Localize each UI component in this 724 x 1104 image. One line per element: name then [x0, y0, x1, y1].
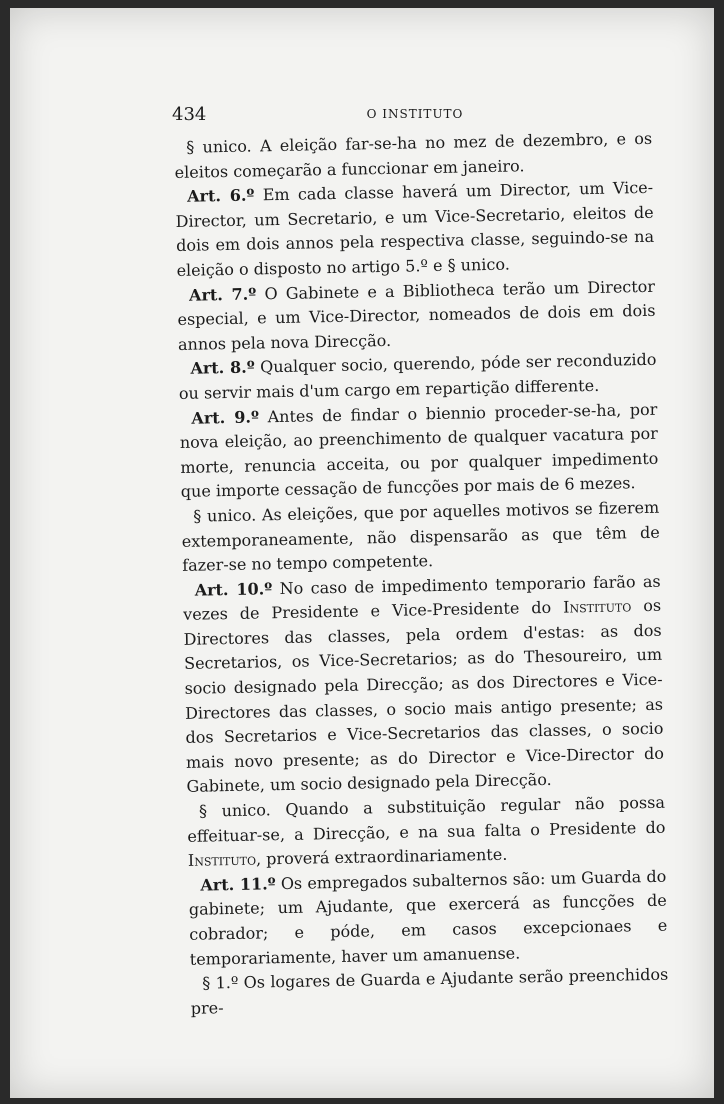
paragraph-art-6: Art. 6.º Em cada classe haverá um Director, um Vice-Director, um Secretario, e um Vice-Secretario, eleitos de dois em dois annos pela respectiva classe, seguindo-se na eleição o disposto no artigo 5.º e § unico. — [175, 178, 655, 280]
running-head — [172, 104, 658, 126]
paragraph-art-8: Art. 8.º Qualquer socio, querendo, póde ser reconduzido ou servir mais d'um cargo em repartição differente. — [178, 350, 657, 403]
article-label: Art. 8.º — [190, 357, 255, 379]
body-text — [174, 127, 669, 1021]
article-label: Art. 10.º — [194, 578, 273, 600]
paragraph-unico-substituicao: § unico. Quando a substituição regular não possa effeituar-se, a Direcção, e na sua falta o Presidente do Instituto, proverá extraordinariamente. — [187, 792, 666, 871]
paragraph-unico-eleicoes: § unico. As eleições, que por aquelles motivos se fizerem extemporaneamente, não dispensarão as que têm de fazer-se no tempo competente. — [181, 497, 660, 576]
article-label: Art. 6.º — [186, 185, 255, 206]
paragraph-section-1: § 1.º Os logares de Guarda e Ajudante serão preenchidos pre- — [190, 964, 669, 1018]
paragraph-art-10: Art. 10.º No caso de impedimento temporario farão as vezes de Presidente e Vice-Presidente do Instituto os Directores das classes, pela ordem d'estas: as dos Secretarios, os Vice-Secretarios; as do Thesoureiro, um socio designado pela Direcção; as dos Directores e Vice-Directores das classes, o socio mais antigo presente; as dos Secretarios e Vice-Secretarios das classes, o socio mais novo presente; as do Director e Vice-Director do Gabinete, um socio designado pela Direcção. — [183, 571, 665, 797]
article-label: Art. 11.º — [200, 874, 276, 895]
article-label: Art. 7.º — [188, 284, 257, 305]
paragraph-art-7: Art. 7.º O Gabinete e a Bibliotheca terão um Director especial, e um Vice-Director, nomeados de dois em dois annos pela nova Direcção. — [177, 276, 656, 354]
running-title: O INSTITUTO — [366, 107, 464, 121]
paragraph-art-9: Art. 9.º Antes de findar o biennio proceder-se-ha, por nova eleição, ao preenchimento de qualquer vacatura por morte, renuncia acceita, ou por qualquer impedimento que importe cessação de funcções por mais de 6 mezes. — [179, 399, 659, 502]
document-page — [10, 8, 714, 1098]
paragraph-art-11: Art. 11.º Os empregados subalternos são: um Guarda do gabinete; um Ajudante, que exercerá as funcções de cobrador; e póde, em casos excepcionaes e temporariamente, haver um amanuense. — [188, 866, 668, 969]
page-number: 434 — [172, 104, 207, 125]
paragraph-unico-eleicao: § unico. A eleição far-se-ha no mez de dezembro, e os eleitos começarão a funccionar em janeiro. — [174, 128, 653, 182]
article-label: Art. 9.º — [191, 406, 260, 428]
